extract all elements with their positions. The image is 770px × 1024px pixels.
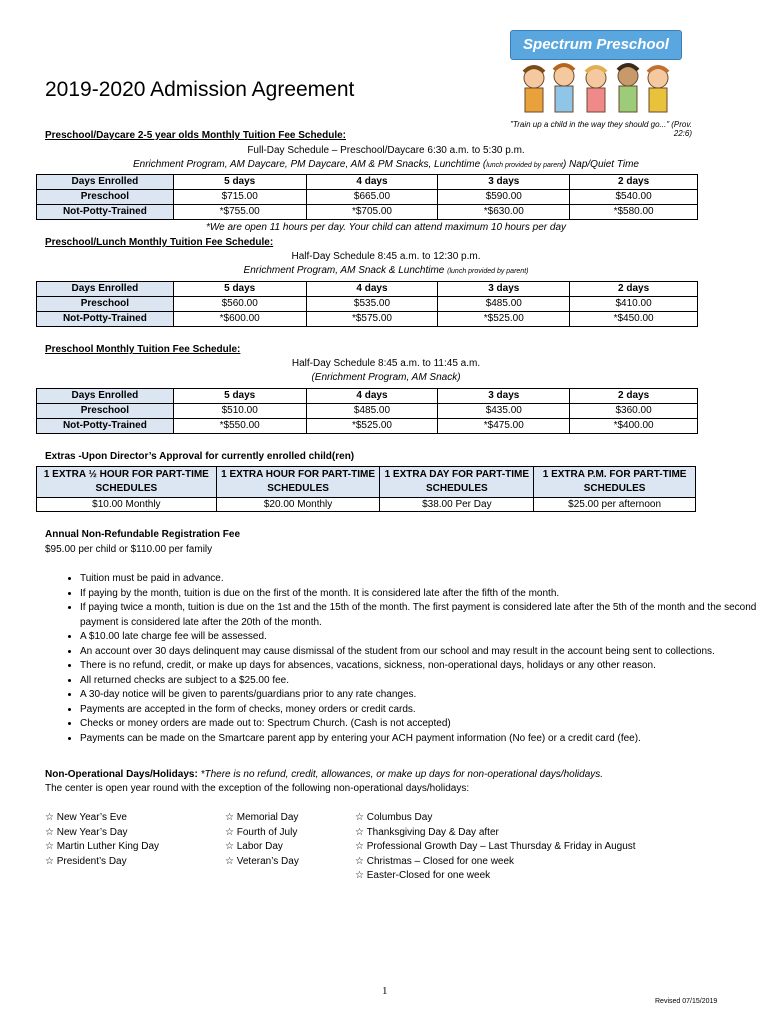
holidays-col3 [355,811,636,884]
table-cell: $435.00 [438,404,570,419]
holiday-item: ☆ New Year’s Eve [45,811,159,826]
table-header-row [37,282,698,297]
list-item: • Payments are accepted in the form of checks, money orders or credit cards. [80,703,760,718]
list-item: • All returned checks are subject to a $25.00 fee. [80,674,760,689]
registration-heading: Annual Non-Refundable Registration Fee [45,529,241,540]
table-cell: Not-Potty-Trained [37,419,174,434]
holidays-heading: Non-Operational Days/Holidays: *There is no refund, credit, allowances, or make up days for non-operational days/holidays. [45,769,604,780]
table-header-row [37,175,698,190]
logo-banner: Spectrum Preschool [510,30,682,60]
holiday-item: ☆ Christmas – Closed for one week [355,855,636,870]
section1-note: *We are open 11 hours per day. Your child can attend maximum 10 hours per day [205,222,567,233]
page-title: 2019-2020 Admission Agreement [45,78,355,101]
list-item: • If paying by the month, tuition is due on the first of the month. It is considered late after the fifth of the month. [80,587,760,602]
list-item: • A $10.00 late charge fee will be assessed. [80,630,760,645]
table-cell: $590.00 [438,190,570,205]
table-row [37,498,696,512]
table-cell: $410.00 [570,297,698,312]
extras-table [36,466,696,512]
holidays-intro: The center is open year round with the exception of the following non-operational days/holidays: [45,783,470,794]
list-item: • Tuition must be paid in advance. [80,572,760,587]
extras-heading: Extras -Upon Director’s Approval for currently enrolled child(ren) [45,451,355,462]
table-cell: Not-Potty-Trained [37,312,174,327]
table-cell: *$450.00 [570,312,698,327]
section1-schedule: Full-Day Schedule – Preschool/Daycare 6:30 a.m. to 5:30 p.m. [247,145,525,156]
table-cell: *$475.00 [438,419,570,434]
holidays-col2 [225,811,299,869]
table-cell: 2 days [570,389,698,404]
list-item: • There is no refund, credit, or make up days for absences, vacations, sickness, non-operational days, holidays or any other reason. [80,659,760,674]
table-cell: Preschool [37,190,174,205]
holiday-item: ☆ Thanksgiving Day & Day after [355,826,636,841]
table-cell: 3 days [438,175,570,190]
table-cell: *$400.00 [570,419,698,434]
table-cell: Preschool [37,404,174,419]
holiday-item: ☆ Professional Growth Day – Last Thursday & Friday in August [355,840,636,855]
table-cell: 1 EXTRA ½ HOUR FOR PART-TIME SCHEDULES [37,467,217,498]
holiday-item: ☆ Veteran’s Day [225,855,299,870]
table-cell: $485.00 [306,404,438,419]
table-cell: $665.00 [306,190,438,205]
holiday-item: ☆ Fourth of July [225,826,299,841]
table-cell: $715.00 [173,190,306,205]
table-header-row [37,467,696,498]
holiday-item: ☆ New Year’s Day [45,826,159,841]
table-cell: Days Enrolled [37,175,174,190]
page-number: 1 [382,985,388,997]
list-item: • A 30-day notice will be given to parents/guardians prior to any rate changes. [80,688,760,703]
holiday-item: ☆ Memorial Day [225,811,299,826]
section1-includes: Enrichment Program, AM Daycare, PM Daycare, AM & PM Snacks, Lunchtime (lunch provided by parent) Nap/Quiet Time [133,159,639,170]
table-cell: 4 days [306,389,438,404]
table-cell: *$525.00 [438,312,570,327]
table-cell: $560.00 [173,297,306,312]
list-item: • An account over 30 days delinquent may cause dismissal of the student from our school and may result in the account being sent to collections. [80,645,760,660]
section1-fee-table [36,174,698,220]
section2-fee-table [36,281,698,327]
table-cell: *$550.00 [173,419,306,434]
holiday-item: ☆ Martin Luther King Day [45,840,159,855]
table-cell: Not-Potty-Trained [37,205,174,220]
table-cell: $510.00 [173,404,306,419]
table-cell: 2 days [570,282,698,297]
table-row [37,297,698,312]
revised-date: Revised 07/15/2019 [655,998,718,1005]
holiday-item: ☆ Columbus Day [355,811,636,826]
section3-includes: (Enrichment Program, AM Snack) [311,372,461,383]
table-cell: 5 days [173,282,306,297]
section2-includes: Enrichment Program, AM Snack & Lunchtime (lunch provided by parent) [243,265,529,276]
children-illustration-icon [516,62,676,114]
table-cell: Days Enrolled [37,389,174,404]
list-item: • Checks or money orders are made out to: Spectrum Church. (Cash is not accepted) [80,717,760,732]
table-row [37,190,698,205]
table-cell: Preschool [37,297,174,312]
table-cell: 1 EXTRA HOUR FOR PART-TIME SCHEDULES [216,467,380,498]
table-cell: *$580.00 [570,205,698,220]
table-cell: $10.00 Monthly [37,498,217,512]
table-cell: 4 days [306,282,438,297]
table-cell: *$575.00 [306,312,438,327]
table-header-row [37,389,698,404]
holiday-item: ☆ Easter-Closed for one week [355,869,636,884]
section3-heading: Preschool Monthly Tuition Fee Schedule: [45,344,241,355]
rules-list [48,572,760,746]
section3-fee-table [36,388,698,434]
logo-motto: "Train up a child in the way they should go..." (Prov. 22:6) [510,120,692,138]
table-row [37,312,698,327]
table-cell: 4 days [306,175,438,190]
table-cell: *$705.00 [306,205,438,220]
table-cell: 1 EXTRA P.M. FOR PART-TIME SCHEDULES [534,467,696,498]
table-cell: *$755.00 [173,205,306,220]
table-cell: 5 days [173,389,306,404]
table-cell: Days Enrolled [37,282,174,297]
table-row [37,404,698,419]
section2-schedule: Half-Day Schedule 8:45 a.m. to 12:30 p.m. [291,251,481,262]
table-row [37,419,698,434]
table-cell: 3 days [438,389,570,404]
table-cell: 3 days [438,282,570,297]
table-cell: $485.00 [438,297,570,312]
table-row [37,205,698,220]
list-item: • If paying twice a month, tuition is due on the 1st and the 15th of the month. The first payment is considered late after the 5th of the month and the second payment is considered late after the 20th of the month. [80,601,760,630]
table-cell: *$525.00 [306,419,438,434]
holiday-item: ☆ Labor Day [225,840,299,855]
holiday-item: ☆ President’s Day [45,855,159,870]
list-item: • Payments can be made on the Smartcare parent app by entering your ACH payment information (No fee) or a credit card (fee). [80,732,760,747]
table-cell: $540.00 [570,190,698,205]
table-cell: 2 days [570,175,698,190]
table-cell: *$630.00 [438,205,570,220]
table-cell: 5 days [173,175,306,190]
section3-schedule: Half-Day Schedule 8:45 a.m. to 11:45 a.m. [291,358,481,369]
table-cell: 1 EXTRA DAY FOR PART-TIME SCHEDULES [380,467,534,498]
holidays-col1 [45,811,159,869]
section1-heading: Preschool/Daycare 2-5 year olds Monthly Tuition Fee Schedule: [45,130,347,141]
table-cell: $38.00 Per Day [380,498,534,512]
table-cell: $360.00 [570,404,698,419]
table-cell: $25.00 per afternoon [534,498,696,512]
table-cell: $535.00 [306,297,438,312]
section2-heading: Preschool/Lunch Monthly Tuition Fee Schedule: [45,237,274,248]
registration-fee: $95.00 per child or $110.00 per family [45,544,213,555]
spectrum-preschool-logo [496,22,692,138]
table-cell: *$600.00 [173,312,306,327]
table-cell: $20.00 Monthly [216,498,380,512]
